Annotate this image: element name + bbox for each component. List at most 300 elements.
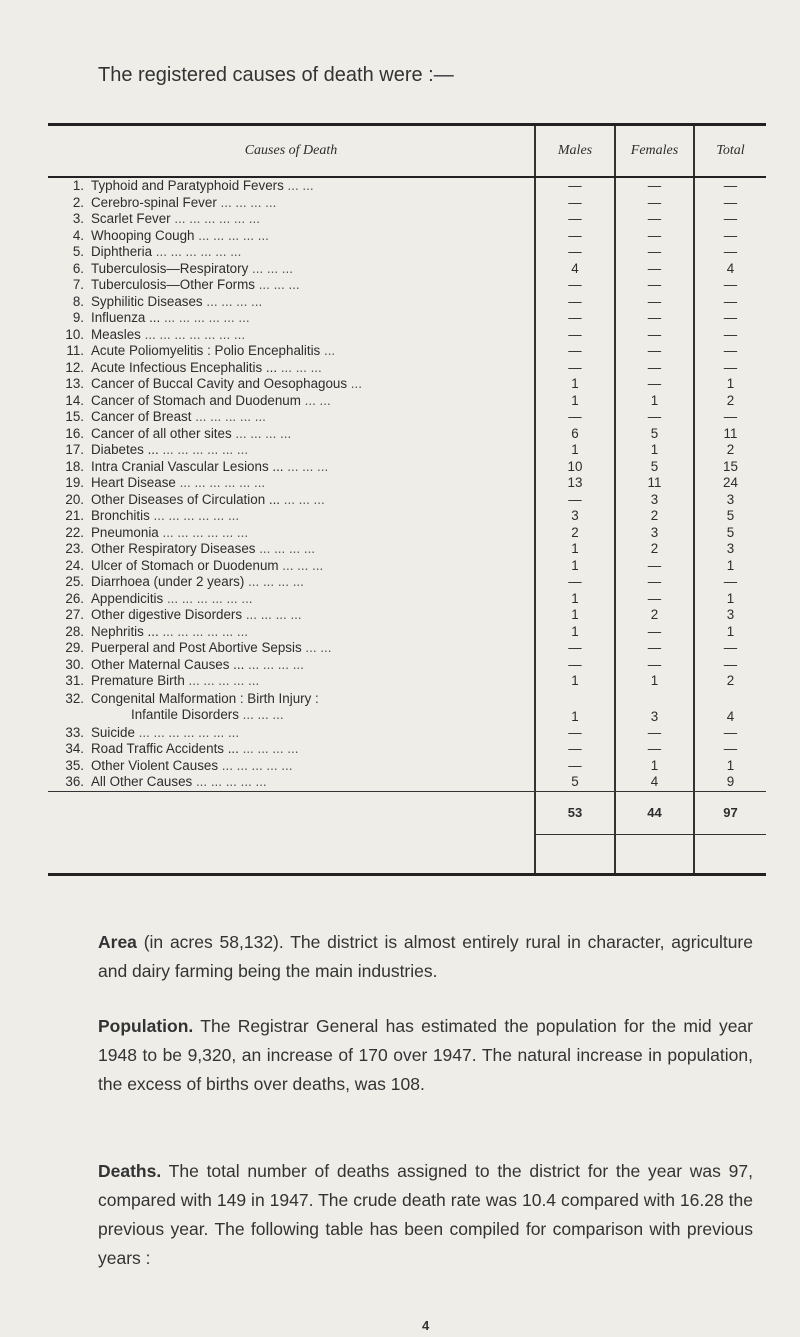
table-row xyxy=(48,725,766,742)
females-value: — xyxy=(615,261,694,278)
header-males: Males xyxy=(535,125,615,178)
row-number: 12. xyxy=(65,359,84,375)
row-number: 19. xyxy=(65,475,84,490)
leader-dots: ... ... ... xyxy=(287,458,329,474)
cause-name: All Other Causes xyxy=(91,774,193,789)
table-row xyxy=(48,426,766,443)
cause-cell xyxy=(48,492,535,509)
cause-cell xyxy=(48,327,535,344)
table-row xyxy=(48,591,766,608)
males-value: 1 xyxy=(535,393,615,410)
males-value: — xyxy=(535,294,615,311)
cause-name: Diphtheria xyxy=(91,244,153,259)
males-value: 4 xyxy=(535,261,615,278)
males-value: — xyxy=(535,360,615,377)
blank-row xyxy=(48,834,766,874)
row-number: 7. xyxy=(72,277,84,292)
females-value: — xyxy=(615,310,694,327)
leader-dots: ... ... ... xyxy=(258,277,300,292)
total-value: — xyxy=(694,244,766,261)
row-number: 23. xyxy=(65,541,84,556)
row-number: 31. xyxy=(65,673,84,688)
cause-cell xyxy=(48,673,535,690)
males-value: — xyxy=(535,343,615,360)
header-total: Total xyxy=(694,125,766,178)
males-value: 3 xyxy=(535,508,615,525)
total-value: 1 xyxy=(694,558,766,575)
leader-dots: ... ... ... ... ... ... xyxy=(166,590,253,606)
row-number: 3. xyxy=(72,211,84,226)
table-row xyxy=(48,228,766,245)
table-row xyxy=(48,525,766,542)
cause-cell xyxy=(48,261,535,278)
area-paragraph xyxy=(98,928,753,986)
cause-cell xyxy=(48,640,535,657)
males-value: — xyxy=(535,409,615,426)
males-value: — xyxy=(535,657,615,674)
cause-cell xyxy=(48,393,535,410)
leader-dots: ... ... ... ... ... ... xyxy=(155,244,242,259)
leader-dots: ... ... ... ... ... ... xyxy=(163,310,250,325)
table-row xyxy=(48,343,766,360)
males-value: 1 xyxy=(535,442,615,459)
total-value: 1 xyxy=(694,624,766,641)
total-value: — xyxy=(694,310,766,327)
page-heading: The registered causes of death were :— xyxy=(98,64,454,86)
total-value: 11 xyxy=(694,426,766,443)
cause-name: Cancer of Breast xyxy=(91,409,192,424)
row-number: 9. xyxy=(72,310,84,325)
total-value: 4 xyxy=(694,690,766,725)
total-value: — xyxy=(694,277,766,294)
males-value: — xyxy=(535,244,615,261)
leader-dots: ... ... ... ... xyxy=(245,607,302,622)
leader-dots: ... xyxy=(350,376,362,391)
cause-cell xyxy=(48,508,535,525)
total-value: — xyxy=(694,657,766,674)
cause-name: Measles xyxy=(91,326,141,342)
table-row xyxy=(48,294,766,311)
table-row xyxy=(48,310,766,327)
females-value: 1 xyxy=(615,758,694,775)
cause-cell xyxy=(48,758,535,775)
table-row xyxy=(48,409,766,426)
deaths-paragraph xyxy=(98,1157,753,1273)
leader-dots: ... xyxy=(323,343,336,358)
row-number: 27. xyxy=(65,607,84,622)
cause-name: Other Respiratory Diseases xyxy=(91,541,256,556)
females-value: — xyxy=(615,591,694,608)
males-value: 5 xyxy=(535,774,615,791)
cause-cell xyxy=(48,607,535,624)
row-number: 5. xyxy=(72,244,84,259)
row-number: 34. xyxy=(65,741,84,756)
population-paragraph xyxy=(98,1012,753,1099)
header-causes: Causes of Death xyxy=(48,125,535,178)
row-number: 24. xyxy=(65,557,84,573)
females-value: 1 xyxy=(615,673,694,690)
area-text: (in acres 58,132). The district is almost entirely rural in character, agriculture and dairy farming being the main industries. xyxy=(98,932,753,981)
females-value: — xyxy=(615,725,694,742)
cause-name: Tuberculosis—Respiratory xyxy=(91,260,249,276)
total-value: — xyxy=(694,228,766,245)
leader-dots: ... ... ... ... xyxy=(206,293,263,309)
cause-cell xyxy=(48,310,535,327)
leader-dots: ... ... ... ... xyxy=(242,741,299,756)
total-value: — xyxy=(694,741,766,758)
females-value: — xyxy=(615,244,694,261)
cause-cell xyxy=(48,294,535,311)
table-row xyxy=(48,360,766,377)
table-row xyxy=(48,657,766,674)
row-number: 4. xyxy=(72,227,84,243)
females-value: — xyxy=(615,327,694,344)
leader-dots: ... ... ... ... ... ... xyxy=(162,623,249,639)
females-value: 5 xyxy=(615,426,694,443)
total-value: 2 xyxy=(694,393,766,410)
females-value: 2 xyxy=(615,541,694,558)
total-value: — xyxy=(694,640,766,657)
table-row xyxy=(48,624,766,641)
total-value: 1 xyxy=(694,758,766,775)
cause-cell xyxy=(48,541,535,558)
cause-cell xyxy=(48,195,535,212)
table-row xyxy=(48,758,766,775)
cause-name: Bronchitis xyxy=(91,508,150,523)
cause-name: Pneumonia xyxy=(91,524,159,540)
total-value: — xyxy=(694,574,766,591)
males-value: — xyxy=(535,758,615,775)
total-value: — xyxy=(694,177,766,195)
total-value: 3 xyxy=(694,607,766,624)
total-value: — xyxy=(694,211,766,228)
cause-cell xyxy=(48,442,535,459)
leader-dots: ... ... ... ... ... ... ... xyxy=(144,326,246,342)
leader-dots: ... ... ... xyxy=(280,359,322,375)
table-row xyxy=(48,376,766,393)
males-value: 1 xyxy=(535,541,615,558)
cause-name: Diabetes ... xyxy=(91,442,159,457)
cause-cell xyxy=(48,574,535,591)
row-number: 13. xyxy=(65,376,84,391)
cause-name: Tuberculosis—Other Forms xyxy=(91,277,255,292)
total-value: 2 xyxy=(694,673,766,690)
females-value: 2 xyxy=(615,508,694,525)
males-value: 1 xyxy=(535,690,615,725)
cause-name: Typhoid and Paratyphoid Fevers xyxy=(91,178,284,193)
males-value: — xyxy=(535,310,615,327)
leader-dots: ... ... xyxy=(304,392,331,408)
total-all: 97 xyxy=(694,791,766,834)
cause-cell xyxy=(48,459,535,476)
leader-dots: ... ... xyxy=(305,640,332,655)
females-value: 3 xyxy=(615,492,694,509)
row-number: 30. xyxy=(65,656,84,672)
row-number: 32. xyxy=(65,690,84,706)
row-number: 2. xyxy=(72,194,84,210)
males-value: 10 xyxy=(535,459,615,476)
total-value: 24 xyxy=(694,475,766,492)
females-value: — xyxy=(615,574,694,591)
cause-cell xyxy=(48,558,535,575)
population-label: Population. xyxy=(98,1016,194,1036)
males-value: — xyxy=(535,327,615,344)
table-row xyxy=(48,261,766,278)
females-value: — xyxy=(615,741,694,758)
total-value: 1 xyxy=(694,376,766,393)
table-header-row xyxy=(48,125,766,178)
males-value: 1 xyxy=(535,607,615,624)
total-females: 44 xyxy=(615,791,694,834)
cause-name: Intra Cranial Vascular Lesions ... xyxy=(91,458,284,474)
cause-cell xyxy=(48,591,535,608)
cause-cell xyxy=(48,244,535,261)
leader-dots: ... ... ... ... xyxy=(248,656,304,672)
table-row xyxy=(48,541,766,558)
males-value: — xyxy=(535,177,615,195)
females-value: — xyxy=(615,228,694,245)
total-value: — xyxy=(694,409,766,426)
females-value: 5 xyxy=(615,459,694,476)
table-row xyxy=(48,475,766,492)
total-value: — xyxy=(694,360,766,377)
cause-cell xyxy=(48,690,535,725)
row-number: 16. xyxy=(65,425,84,441)
leader-dots: ... ... ... ... xyxy=(248,574,304,589)
cause-name: Cancer of all other sites xyxy=(91,425,232,441)
males-value: — xyxy=(535,741,615,758)
cause-name: Acute Poliomyelitis : Polio Encephalitis xyxy=(91,343,321,358)
cause-name: Other digestive Disorders xyxy=(91,607,243,622)
row-number: 15. xyxy=(65,409,84,424)
leader-dots: ... ... ... xyxy=(283,491,325,507)
row-number: 14. xyxy=(65,392,84,408)
females-value: — xyxy=(615,211,694,228)
total-value: — xyxy=(694,294,766,311)
row-number: 11. xyxy=(66,343,84,358)
females-value: — xyxy=(615,640,694,657)
females-value: 1 xyxy=(615,442,694,459)
males-value: — xyxy=(535,574,615,591)
cause-name: Ulcer of Stomach or Duodenum xyxy=(91,557,279,573)
row-number: 20. xyxy=(65,491,84,507)
table-row xyxy=(48,177,766,195)
leader-dots: ... ... ... ... ... ... ... xyxy=(138,724,240,740)
cause-cell xyxy=(48,360,535,377)
total-value: 3 xyxy=(694,492,766,509)
leader-dots: ... ... ... ... ... xyxy=(198,227,269,243)
row-number: 17. xyxy=(65,442,84,457)
causes-of-death-table xyxy=(48,123,766,876)
males-value: — xyxy=(535,195,615,212)
total-value: 9 xyxy=(694,774,766,791)
total-value: — xyxy=(694,195,766,212)
leader-dots: ... ... ... ... xyxy=(259,541,316,556)
cause-name: Other Violent Causes xyxy=(91,757,219,773)
total-value: 3 xyxy=(694,541,766,558)
males-value: 1 xyxy=(535,591,615,608)
deaths-label: Deaths. xyxy=(98,1161,162,1181)
cause-name: Cancer of Buccal Cavity and Oesophagous xyxy=(91,376,348,391)
cause-cell xyxy=(48,177,535,195)
total-value: 2 xyxy=(694,442,766,459)
cause-cell xyxy=(48,376,535,393)
cause-cell xyxy=(48,725,535,742)
header-females: Females xyxy=(615,125,694,178)
row-number: 35. xyxy=(65,757,84,773)
cause-cell xyxy=(48,525,535,542)
table-row xyxy=(48,277,766,294)
cause-name: Influenza ... xyxy=(91,310,161,325)
cause-cell xyxy=(48,343,535,360)
leader-dots: ... ... ... ... ... xyxy=(195,774,267,789)
total-value: 5 xyxy=(694,508,766,525)
males-value: — xyxy=(535,492,615,509)
cause-name-line1: Congenital Malformation : Birth Injury : xyxy=(91,690,319,706)
cause-name: Premature Birth xyxy=(91,673,185,688)
males-value: — xyxy=(535,211,615,228)
cause-cell xyxy=(48,228,535,245)
area-label: Area xyxy=(98,932,137,952)
leader-dots: ... ... ... ... xyxy=(220,194,277,210)
females-value: — xyxy=(615,277,694,294)
total-value: — xyxy=(694,327,766,344)
row-number: 28. xyxy=(65,623,84,639)
leader-dots: ... ... ... ... ... ... xyxy=(162,524,249,540)
cause-name: Syphilitic Diseases xyxy=(91,293,203,309)
females-value: — xyxy=(615,376,694,393)
row-number: 36. xyxy=(65,774,84,789)
row-number: 1. xyxy=(72,178,84,193)
males-value: 1 xyxy=(535,376,615,393)
total-value: 1 xyxy=(694,591,766,608)
table-row xyxy=(48,607,766,624)
females-value: — xyxy=(615,177,694,195)
table-row xyxy=(48,574,766,591)
cause-name: Diarrhoea (under 2 years) xyxy=(91,574,245,589)
table-row xyxy=(48,690,766,725)
population-text: The Registrar General has estimated the population for the mid year 1948 to be 9,320, an increase of 170 over 1947. The natural increase in population, the excess of births over deaths, was 108. xyxy=(98,1016,753,1094)
totals-row xyxy=(48,791,766,834)
row-number: 21. xyxy=(65,508,84,523)
row-number: 29. xyxy=(65,640,84,655)
females-value: 1 xyxy=(615,393,694,410)
cause-name: Scarlet Fever xyxy=(91,211,171,226)
row-number: 10. xyxy=(65,326,84,342)
females-value: — xyxy=(615,343,694,360)
females-value: 4 xyxy=(615,774,694,791)
cause-name: Suicide xyxy=(91,724,135,740)
table-row xyxy=(48,327,766,344)
females-value: — xyxy=(615,558,694,575)
total-males: 53 xyxy=(535,791,615,834)
cause-cell xyxy=(48,774,535,791)
males-value: 1 xyxy=(535,673,615,690)
cause-name: Other Maternal Causes ... xyxy=(91,656,245,672)
table-row xyxy=(48,741,766,758)
cause-cell xyxy=(48,426,535,443)
cause-cell xyxy=(48,657,535,674)
total-value: — xyxy=(694,725,766,742)
females-value: 3 xyxy=(615,525,694,542)
row-number: 6. xyxy=(72,260,84,276)
males-value: 6 xyxy=(535,426,615,443)
table-row xyxy=(48,211,766,228)
table-row xyxy=(48,244,766,261)
males-value: — xyxy=(535,640,615,657)
cause-name: Whooping Cough xyxy=(91,227,195,243)
table-row xyxy=(48,195,766,212)
cause-cell xyxy=(48,277,535,294)
cause-cell xyxy=(48,741,535,758)
total-value: — xyxy=(694,343,766,360)
males-value: — xyxy=(535,725,615,742)
females-value: 2 xyxy=(615,607,694,624)
cause-cell xyxy=(48,475,535,492)
cause-name: Other Diseases of Circulation ... xyxy=(91,491,281,507)
leader-dots: ... ... ... ... xyxy=(235,425,292,441)
females-value: — xyxy=(615,360,694,377)
table-row xyxy=(48,508,766,525)
cause-name: Road Traffic Accidents ... xyxy=(91,741,239,756)
males-value: 2 xyxy=(535,525,615,542)
males-value: 13 xyxy=(535,475,615,492)
females-value: — xyxy=(615,624,694,641)
table-row xyxy=(48,673,766,690)
table-row xyxy=(48,558,766,575)
cause-name-line2: Infantile Disorders xyxy=(131,707,239,722)
leader-dots: ... ... ... ... ... ... xyxy=(153,508,240,523)
leader-dots: ... ... xyxy=(287,178,314,193)
females-value: 3 xyxy=(615,690,694,725)
leader-dots: ... ... ... ... ... xyxy=(188,673,260,688)
row-number: 33. xyxy=(65,724,84,740)
table-row xyxy=(48,393,766,410)
row-number: 22. xyxy=(65,524,84,540)
leader-dots: ... ... ... ... ... xyxy=(195,409,266,424)
row-number: 25. xyxy=(65,574,84,589)
leader-dots: ... ... ... xyxy=(252,260,293,276)
table-row xyxy=(48,640,766,657)
cause-name: Cerebro-spinal Fever xyxy=(91,194,217,210)
cause-name: Acute Infectious Encephalitis ... xyxy=(91,359,278,375)
cause-cell xyxy=(48,624,535,641)
deaths-text: The total number of deaths assigned to the district for the year was 97, compared with 149 in 1947. The crude death rate was 10.4 compared with 16.28 the previous year. The following table has been compiled for comparison with previous years : xyxy=(98,1161,753,1268)
total-value: 4 xyxy=(694,261,766,278)
males-value: 1 xyxy=(535,558,615,575)
leader-dots: ... ... ... xyxy=(242,707,284,722)
leader-dots: ... ... ... ... ... xyxy=(221,757,293,773)
males-value: — xyxy=(535,277,615,294)
cause-name: Appendicitis xyxy=(91,590,164,606)
males-value: 1 xyxy=(535,624,615,641)
row-number: 8. xyxy=(72,293,84,309)
females-value: — xyxy=(615,294,694,311)
leader-dots: ... ... ... ... ... ... xyxy=(174,211,260,226)
table-row xyxy=(48,492,766,509)
leader-dots: ... ... ... xyxy=(282,557,324,573)
females-value: — xyxy=(615,409,694,426)
table-row xyxy=(48,774,766,791)
row-number: 18. xyxy=(65,458,84,474)
cause-name: Nephritis ... xyxy=(91,623,159,639)
males-value: — xyxy=(535,228,615,245)
cause-name: Cancer of Stomach and Duodenum xyxy=(91,392,301,408)
table-row xyxy=(48,442,766,459)
cause-cell xyxy=(48,211,535,228)
females-value: — xyxy=(615,657,694,674)
total-value: 15 xyxy=(694,459,766,476)
